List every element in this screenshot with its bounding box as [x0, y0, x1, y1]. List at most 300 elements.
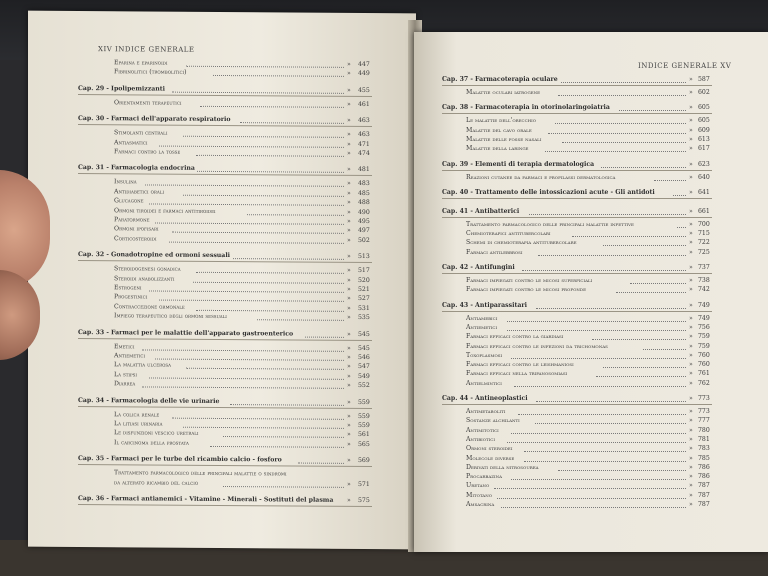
- toc-entry-title: Le disfunzioni vescico uretrali: [114, 429, 199, 438]
- toc-entry-title: Cap. 35 - Farmaci per le turbe del ricambio calcio - fosforo: [78, 455, 282, 464]
- leader-dots: [558, 470, 686, 471]
- page-marker: »: [347, 60, 351, 68]
- page-number: 527: [358, 295, 370, 303]
- page-marker: »: [347, 398, 351, 406]
- leader-dots: [562, 142, 686, 143]
- toc-entry-title: Cap. 41 - Antibatterici: [442, 207, 520, 215]
- page-number: 497: [358, 227, 370, 235]
- toc-entry-title: Cap. 31 - Farmacologia endocrina: [78, 164, 195, 173]
- page-number: 517: [358, 267, 370, 275]
- toc-entry-title: Antiemetici: [114, 352, 146, 360]
- page-number: 783: [698, 445, 710, 453]
- page-number: 785: [698, 454, 710, 462]
- page-number: 613: [698, 135, 710, 143]
- page-number: 773: [698, 408, 710, 415]
- leader-dots: [172, 232, 344, 234]
- page-number: 742: [698, 286, 710, 294]
- toc-entry-title: Cap. 33 - Farmaci per le malattie dell'apparato gastroenterico: [78, 328, 294, 338]
- page-number: 609: [698, 126, 710, 134]
- page-marker: »: [689, 248, 693, 256]
- page-marker: »: [689, 351, 693, 359]
- leader-dots: [213, 75, 344, 77]
- leader-dots: [298, 463, 344, 464]
- leader-dots: [524, 451, 686, 452]
- toc-entry-title: Derivati della nitrosourea: [466, 463, 539, 471]
- page-number: 787: [698, 482, 710, 490]
- page-number: 546: [358, 353, 370, 362]
- page-number: 559: [358, 412, 370, 420]
- page-number: 640: [698, 173, 710, 181]
- page-number: 552: [358, 382, 370, 390]
- page-number: 535: [358, 314, 370, 322]
- page-number: 471: [358, 140, 370, 148]
- page-number: 521: [358, 285, 370, 294]
- page-marker: »: [347, 199, 351, 207]
- toc-entry-title: da alterato ricambio del calcio: [114, 478, 199, 487]
- page-marker: »: [689, 454, 693, 462]
- page-number: 760: [698, 351, 710, 359]
- leader-dots: [511, 433, 686, 434]
- leader-dots: [196, 272, 344, 274]
- right-page: [414, 32, 768, 552]
- page-number: 780: [698, 426, 710, 434]
- leader-dots: [230, 404, 344, 406]
- chapter-rule: [78, 94, 372, 97]
- page-marker: »: [689, 435, 693, 443]
- page-marker: »: [689, 104, 693, 112]
- page-number: 565: [358, 440, 370, 448]
- toc-entry-title: Le malattie dell'orecchio: [466, 117, 537, 125]
- page-marker: »: [347, 208, 351, 216]
- page-number: 787: [698, 501, 710, 508]
- leader-dots: [155, 359, 344, 361]
- leader-dots: [186, 66, 344, 68]
- page-marker: »: [689, 220, 693, 228]
- toc-entry-title: Paratormone: [114, 216, 150, 224]
- toc-entry-title: Cap. 42 - Antifungini: [442, 264, 515, 271]
- toc-entry-title: Amsacrina: [466, 501, 495, 508]
- page-marker: »: [347, 86, 351, 94]
- toc-entry-title: Farmaci contro la tosse: [114, 148, 181, 156]
- leader-dots: [548, 133, 686, 134]
- leader-dots: [197, 171, 344, 173]
- page-number: 700: [698, 220, 710, 228]
- leader-dots: [536, 308, 686, 309]
- toc-entry-title: Schemi di chemioterapia antitubercolare: [466, 239, 577, 247]
- toc-entry-title: Farmaci efficaci contro la giardiasi: [466, 333, 564, 341]
- toc-entry-title: Toxoplasmosi: [466, 351, 503, 359]
- leader-dots: [529, 214, 686, 215]
- chapter-rule: [442, 273, 712, 274]
- chapter-rule: [78, 504, 372, 507]
- page-number: 447: [358, 60, 370, 69]
- page-marker: »: [347, 480, 351, 488]
- leader-dots: [507, 442, 686, 443]
- toc-entry-title: Ormoni tiroidei e farmaci antitiroidei: [114, 206, 216, 215]
- page-marker: »: [347, 70, 351, 78]
- toc-entry-title: Antiemetici: [466, 323, 498, 331]
- page-marker: »: [347, 189, 351, 197]
- leader-dots: [210, 446, 344, 448]
- page-marker: »: [689, 230, 693, 238]
- leader-dots: [149, 204, 344, 206]
- page-number: 725: [698, 248, 710, 256]
- toc-entry-title: La malattia ulcerosa: [114, 361, 172, 370]
- toc-entry-title: Fibrinolitici (trombolitici): [114, 68, 187, 77]
- page-number: 722: [698, 239, 710, 247]
- leader-dots: [603, 245, 686, 246]
- chapter-rule: [78, 260, 372, 263]
- page-number: 773: [698, 395, 710, 402]
- page-number: 605: [698, 104, 710, 112]
- page-number: 481: [358, 166, 370, 174]
- page-number: 569: [358, 457, 370, 465]
- toc-entry-title: Corticosteroidi: [114, 235, 157, 243]
- page-marker: »: [347, 166, 351, 174]
- page-number: 455: [358, 86, 370, 94]
- page-number: 737: [698, 264, 710, 271]
- leader-dots: [494, 488, 686, 489]
- leader-dots: [142, 387, 344, 389]
- toc-entry-title: Antimitotici: [466, 426, 499, 434]
- page-number: 561: [358, 431, 370, 439]
- leader-dots: [247, 214, 344, 216]
- page-marker: »: [347, 363, 351, 371]
- page-marker: »: [347, 285, 351, 293]
- page-marker: »: [689, 117, 693, 125]
- page-number: 547: [358, 363, 370, 371]
- chapter-rule: [442, 198, 712, 199]
- page-marker: »: [689, 286, 693, 294]
- page-marker: »: [347, 440, 351, 448]
- chapter-rule: [442, 404, 712, 405]
- toc-entry-title: Progestinici: [114, 293, 148, 301]
- page-marker: »: [347, 496, 351, 504]
- leader-dots: [514, 386, 686, 387]
- page-marker: »: [689, 463, 693, 471]
- page-number: 531: [358, 304, 370, 312]
- page-marker: »: [347, 344, 351, 352]
- page-number: 623: [698, 160, 710, 168]
- leader-dots: [196, 310, 344, 312]
- page-number: 495: [358, 217, 370, 226]
- leader-dots: [155, 223, 344, 225]
- toc-entry-title: Antimetaboliti: [466, 408, 506, 415]
- page-marker: »: [689, 395, 693, 402]
- toc-entry-title: Impiego terapeutico degli ormoni sessuali: [114, 312, 227, 321]
- leader-dots: [619, 110, 686, 111]
- leader-dots: [654, 180, 686, 181]
- page-marker: »: [347, 180, 351, 188]
- page-number: 760: [698, 361, 710, 369]
- toc-entry-title: Antibiotici: [466, 435, 495, 443]
- page-number: 661: [698, 207, 710, 215]
- toc-entry-title: Antiamebici: [466, 314, 498, 322]
- leader-dots: [572, 236, 686, 237]
- page-marker: »: [689, 207, 693, 215]
- leader-dots: [511, 358, 686, 359]
- page-marker: »: [689, 126, 693, 134]
- page-marker: »: [347, 100, 351, 108]
- leader-dots: [538, 255, 686, 256]
- page-number: 488: [358, 199, 370, 207]
- toc-entry-title: Cap. 36 - Farmaci antianemici - Vitamine - Minerali - Sostituti del plasma: [78, 494, 334, 504]
- page-marker: »: [689, 445, 693, 453]
- page-marker: »: [689, 323, 693, 331]
- page-marker: »: [689, 173, 693, 181]
- leader-dots: [159, 300, 344, 302]
- page-number: 571: [358, 480, 370, 488]
- chapter-rule: [442, 113, 712, 114]
- toc-entry-title: Chemioterapici antitubercolari: [466, 230, 551, 238]
- toc-entry-title: La litiasi urinaria: [114, 420, 163, 428]
- leader-dots: [518, 414, 686, 415]
- leader-dots: [169, 241, 344, 243]
- leader-dots: [172, 417, 344, 419]
- chapter-rule: [442, 85, 712, 86]
- left-page-header: XIV INDICE GENERALE: [98, 45, 195, 54]
- page-marker: »: [347, 412, 351, 420]
- toc-entry-title: Farmaci efficaci contro le infezioni da trichomonas: [466, 342, 608, 350]
- leader-dots: [616, 292, 686, 293]
- page-marker: »: [347, 372, 351, 380]
- page-number: 759: [698, 333, 710, 341]
- page-number: 641: [698, 188, 710, 196]
- page-number: 461: [358, 100, 370, 108]
- page-marker: »: [689, 426, 693, 434]
- page-number: 520: [358, 276, 370, 284]
- page-number: 761: [698, 370, 710, 378]
- leader-dots: [522, 270, 686, 271]
- page-marker: »: [689, 264, 693, 271]
- left-page: [28, 11, 416, 550]
- leader-dots: [535, 423, 686, 424]
- toc-entry-title: Mitotano: [466, 491, 492, 499]
- leader-dots: [601, 167, 686, 168]
- page-number: 483: [358, 180, 370, 188]
- page-marker: »: [689, 277, 693, 284]
- chapter-rule: [78, 406, 372, 409]
- toc-entry-title: Antidiabetici orali: [114, 188, 165, 196]
- leader-dots: [240, 122, 344, 124]
- toc-entry-title: Steroidogenesi gonadica: [114, 265, 181, 273]
- page-marker: »: [689, 342, 693, 350]
- chapter-rule: [78, 173, 372, 176]
- toc-entry-title: Trattamento farmacologico delle principali malattie infettive: [466, 220, 634, 228]
- page-marker: »: [689, 473, 693, 481]
- leader-dots: [561, 82, 686, 83]
- toc-entry-title: Cap. 40 - Trattamento delle intossicazioni acute - Gli antidoti: [442, 188, 655, 196]
- leader-dots: [183, 195, 344, 197]
- page-marker: »: [689, 501, 693, 508]
- page-marker: »: [347, 353, 351, 361]
- leader-dots: [172, 91, 344, 93]
- toc-entry-title: Malattie della laringe: [466, 145, 529, 153]
- chapter-rule: [78, 338, 372, 341]
- toc-entry-title: Ormoni ipofisari: [114, 225, 159, 233]
- page-marker: »: [347, 267, 351, 275]
- toc-entry-title: Molecole diverse: [466, 454, 515, 462]
- toc-entry-title: Sostanze alchilanti: [466, 417, 520, 425]
- page-marker: »: [347, 227, 351, 235]
- page-number: 759: [698, 342, 710, 350]
- page-number: 781: [698, 435, 710, 443]
- leader-dots: [673, 195, 686, 196]
- page-number: 549: [358, 372, 370, 380]
- toc-entry-title: Farmaci efficaci contro le leishmaniosi: [466, 361, 574, 369]
- toc-entry-title: Antiasmatici: [114, 138, 148, 147]
- page-marker: »: [689, 491, 693, 499]
- leader-dots: [603, 367, 686, 368]
- leader-dots: [497, 498, 686, 499]
- page-number: 787: [698, 491, 710, 499]
- page-marker: »: [347, 421, 351, 429]
- toc-entry-title: Malattie oculari iatrogene: [466, 89, 540, 96]
- toc-entry-title: Steroidi anabolizzanti: [114, 274, 175, 283]
- page-number: 490: [358, 208, 370, 216]
- leader-dots: [501, 507, 686, 508]
- page-number: 749: [698, 314, 710, 322]
- toc-entry-title: Reazioni cutanee da farmaci e profilassi dermatologica: [466, 173, 616, 181]
- page-number: 749: [698, 301, 710, 309]
- page-marker: »: [689, 482, 693, 490]
- chapter-rule: [442, 311, 712, 312]
- leader-dots: [193, 281, 344, 283]
- page-marker: »: [347, 253, 351, 261]
- toc-entry-title: Malattie delle fosse nasali: [466, 135, 542, 143]
- page-marker: »: [347, 236, 351, 244]
- page-number: 738: [698, 277, 710, 284]
- leader-dots: [223, 486, 344, 488]
- leader-dots: [511, 479, 686, 480]
- toc-entry-title: Emetici: [114, 342, 135, 350]
- toc-entry-title: Farmaci impiegati contro le micosi superficiali: [466, 277, 593, 284]
- page-marker: »: [689, 239, 693, 247]
- toc-entry-title: Trattamento farmacologico delle principali malattie o sindromi: [114, 469, 287, 478]
- toc-entry-title: Ormoni steroidei: [466, 445, 513, 453]
- leader-dots: [186, 368, 344, 370]
- page-marker: »: [347, 217, 351, 225]
- toc-entry-title: Stimolanti centrali: [114, 129, 168, 137]
- toc-entry-title: Cap. 29 - Ipolipemizzanti: [78, 84, 166, 93]
- toc-entry-title: Il carcinoma della prostata: [114, 439, 189, 447]
- leader-dots: [536, 401, 686, 402]
- toc-entry-title: Farmaci efficaci nella tripanosomiasi: [466, 370, 568, 378]
- page-number: 587: [698, 76, 710, 83]
- leader-dots: [545, 151, 686, 152]
- chapter-rule: [78, 124, 372, 127]
- toc-entry-title: Diarrea: [114, 380, 136, 388]
- page-number: 463: [358, 117, 370, 125]
- page-marker: »: [689, 76, 693, 83]
- page-marker: »: [689, 135, 693, 143]
- chapter-rule: [78, 464, 372, 467]
- page-marker: »: [689, 379, 693, 387]
- toc-entry-title: Eparina e eparinoidi: [114, 59, 168, 67]
- leader-dots: [200, 106, 344, 108]
- leader-dots: [145, 185, 344, 187]
- page-number: 502: [358, 236, 370, 244]
- page-marker: »: [347, 457, 351, 465]
- page-marker: »: [347, 140, 351, 148]
- leader-dots: [630, 283, 686, 284]
- toc-entry-title: Malattie del cavo orale: [466, 126, 532, 134]
- page-number: 485: [358, 189, 370, 197]
- chapter-rule: [442, 217, 712, 218]
- page-marker: »: [347, 295, 351, 303]
- leader-dots: [196, 155, 344, 157]
- page-marker: »: [689, 333, 693, 341]
- leader-dots: [596, 376, 686, 377]
- leader-dots: [558, 95, 686, 96]
- page-marker: »: [689, 314, 693, 322]
- page-number: 777: [698, 417, 710, 425]
- toc-entry-title: Glucagone: [114, 197, 144, 205]
- toc-entry-title: Cap. 38 - Farmacoterapia in otorinolaringoiatria: [442, 104, 610, 112]
- leader-dots: [159, 145, 344, 147]
- page-marker: »: [347, 382, 351, 390]
- leader-dots: [149, 290, 344, 292]
- page-marker: »: [347, 276, 351, 284]
- toc-entry-title: Cap. 34 - Farmacologia delle vie urinarie: [78, 396, 220, 405]
- page-marker: »: [689, 408, 693, 415]
- toc-entry-title: La colica renale: [114, 410, 160, 419]
- leader-dots: [305, 336, 344, 337]
- toc-entry-title: Cap. 43 - Antiparassitari: [442, 301, 527, 309]
- toc-entry-title: La stipsi: [114, 371, 137, 379]
- leader-dots: [643, 349, 686, 350]
- page-number: 786: [698, 473, 710, 481]
- toc-entry-title: Cap. 44 - Antineoplastici: [442, 395, 528, 402]
- leader-dots: [142, 349, 344, 351]
- page-number: 575: [358, 496, 370, 505]
- page-number: 545: [358, 344, 370, 352]
- page-marker: »: [347, 149, 351, 157]
- page-marker: »: [689, 89, 693, 96]
- leader-dots: [223, 436, 344, 438]
- page-number: 762: [698, 379, 710, 387]
- page-number: 474: [358, 149, 370, 158]
- page-number: 463: [358, 131, 370, 139]
- right-page-header: INDICE GENERALE XV: [638, 62, 732, 70]
- leader-dots: [524, 461, 686, 462]
- toc-entry-title: Cap. 32 - Gonadotropine ed ormoni sessuali: [78, 251, 231, 260]
- toc-entry-title: Orientamenti terapeutici: [114, 99, 182, 107]
- page-number: 605: [698, 117, 710, 125]
- toc-entry-title: Uretano: [466, 482, 490, 490]
- leader-dots: [677, 227, 686, 228]
- toc-entry-title: Farmaci impiegati contro le micosi profonde: [466, 286, 587, 294]
- page-marker: »: [347, 431, 351, 439]
- page-number: 756: [698, 323, 710, 331]
- page-marker: »: [347, 117, 351, 125]
- page-marker: »: [689, 417, 693, 425]
- toc-entry-title: Farmaci antilebbrosi: [466, 248, 523, 256]
- page-marker: »: [689, 370, 693, 378]
- page-number: 715: [698, 230, 710, 238]
- page-marker: »: [347, 314, 351, 322]
- leader-dots: [183, 136, 344, 138]
- chapter-rule: [442, 170, 712, 171]
- page-number: 617: [698, 145, 710, 153]
- leader-dots: [257, 319, 344, 321]
- page-number: 449: [358, 70, 370, 78]
- page-marker: »: [347, 304, 351, 312]
- leader-dots: [507, 321, 686, 322]
- leader-dots: [592, 339, 686, 340]
- toc-entry-title: Antielmintici: [466, 379, 502, 387]
- toc-entry-title: Contraccezione ormonale: [114, 303, 185, 311]
